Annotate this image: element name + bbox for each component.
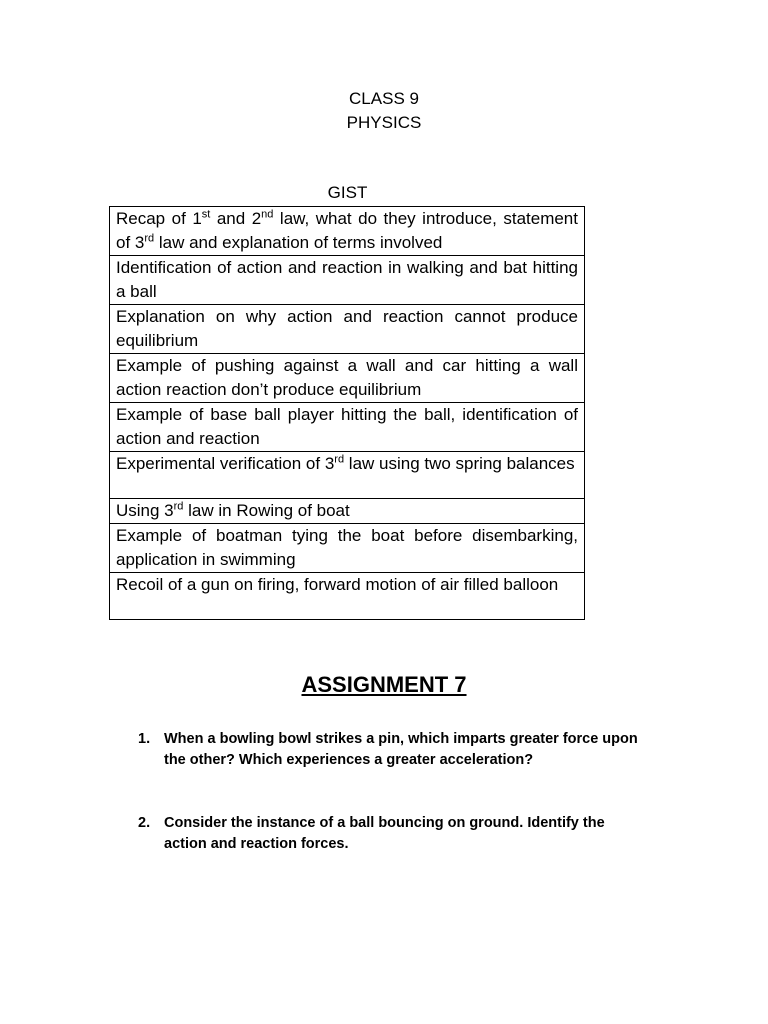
gist-cell: Recoil of a gun on firing, forward motion of air filled balloon [110, 573, 585, 620]
class-heading: CLASS 9 [349, 89, 419, 108]
gist-cell: Example of boatman tying the boat before disembarking, application in swimming [110, 524, 585, 573]
gist-row [110, 305, 585, 354]
gist-cell: Example of base ball player hitting the ball, identification of action and reaction [110, 403, 585, 452]
gist-title: GIST [327, 183, 368, 202]
question-number: 1. [138, 731, 151, 747]
gist-row [110, 452, 585, 499]
gist-cell: Recap of 1st and 2nd law, what do they introduce, statement of 3rd law and explanation of terms involved [110, 207, 585, 256]
subject-heading: PHYSICS [346, 113, 422, 132]
gist-row [110, 403, 585, 452]
gist-row [110, 207, 585, 256]
assignment-title: ASSIGNMENT 7 [301, 672, 467, 697]
gist-row [110, 524, 585, 573]
question-text: When a bowling bowl strikes a pin, which imparts greater force upon the other? Which experiences a greater acceleration? [164, 731, 638, 768]
gist-row [110, 354, 585, 403]
question-number: 2. [138, 815, 151, 831]
gist-table [109, 206, 585, 620]
gist-cell: Experimental verification of 3rd law using two spring balances [110, 452, 585, 499]
question-item [138, 813, 648, 855]
gist-row [110, 499, 585, 524]
gist-cell: Explanation on why action and reaction cannot produce equilibrium [110, 305, 585, 354]
question-item [138, 729, 648, 771]
gist-row [110, 573, 585, 620]
gist-cell: Identification of action and reaction in walking and bat hitting a ball [110, 256, 585, 305]
question-text: Consider the instance of a ball bouncing on ground. Identify the action and reaction forces. [164, 815, 605, 852]
gist-cell: Using 3rd law in Rowing of boat [110, 499, 585, 524]
gist-row [110, 256, 585, 305]
gist-cell: Example of pushing against a wall and car hitting a wall action reaction don’t produce equilibrium [110, 354, 585, 403]
